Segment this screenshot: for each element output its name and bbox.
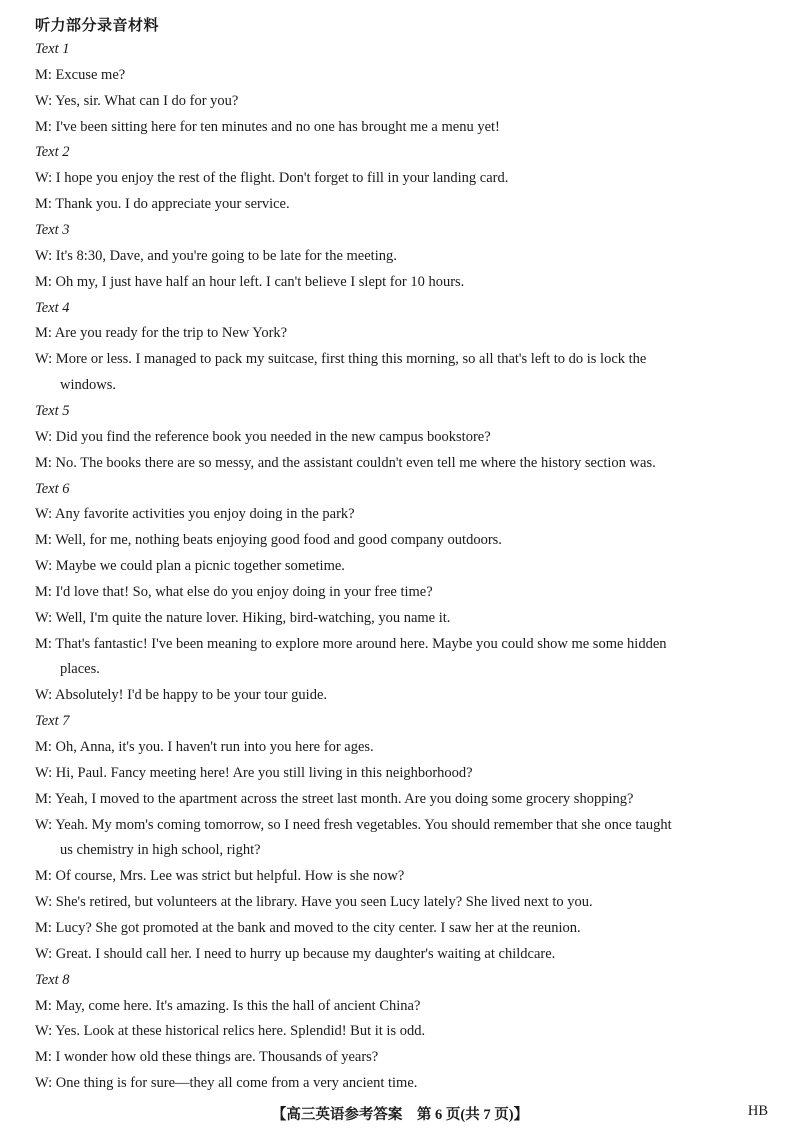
dialogue-line: M: I've been sitting here for ten minutes and no one has brought me a menu yet!: [35, 118, 500, 135]
dialogue-line: W: Absolutely! I'd be happy to be your tour guide.: [35, 687, 328, 704]
dialogue-line: W: Hi, Paul. Fancy meeting here! Are you still living in this neighborhood?: [35, 764, 473, 781]
dialogue-line: W: One thing is for sure—they all come from a very ancient time.: [35, 1075, 418, 1091]
dialogue-line: W: Well, I'm quite the nature lover. Hiking, bird-watching, you name it.: [35, 609, 451, 626]
dialogue-line: W: Yes. Look at these historical relics here. Splendid! But it is odd.: [35, 1023, 426, 1040]
dialogue-line: W: Maybe we could plan a picnic together sometime.: [35, 558, 345, 574]
dialogue-line: M: That's fantastic! I've been meaning to explore more around here. Maybe you could show me some hidden: [35, 635, 667, 652]
dialogue-line: M: No. The books there are so messy, and the assistant couldn't even tell me where the history section was.: [35, 454, 656, 471]
dialogue-line: M: I wonder how old these things are. Thousands of years?: [35, 1049, 379, 1066]
text-heading: Text 8: [35, 971, 70, 988]
dialogue-line: W: Yeah. My mom's coming tomorrow, so I need fresh vegetables. You should remember that she once taught: [35, 816, 672, 833]
dialogue-line: W: Yes, sir. What can I do for you?: [35, 92, 239, 109]
page-title: 听力部分录音材料: [35, 18, 160, 34]
dialogue-line: W: She's retired, but volunteers at the library. Have you seen Lucy lately? She lived next to you.: [35, 894, 593, 911]
footer-code: HB: [747, 1103, 768, 1119]
dialogue-line: W: More or less. I managed to pack my suitcase, first thing this morning, so all that's left to do is lock the: [35, 351, 647, 368]
dialogue-line: W: I hope you enjoy the rest of the flight. Don't forget to fill in your landing card.: [35, 170, 509, 187]
dialogue-line: M: I'd love that! So, what else do you enjoy doing in your free time?: [35, 583, 433, 600]
text-heading: Text 1: [35, 41, 70, 57]
dialogue-line: M: Oh, Anna, it's you. I haven't run into you here for ages.: [35, 739, 374, 755]
dialogue-line: M: May, come here. It's amazing. Is this the hall of ancient China?: [35, 997, 421, 1014]
dialogue-line: M: Of course, Mrs. Lee was strict but helpful. How is she now?: [35, 868, 405, 885]
dialogue-line: M: Excuse me?: [35, 66, 126, 83]
dialogue-line-continuation: places.: [60, 661, 100, 678]
dialogue-line: M: Yeah, I moved to the apartment across the street last month. Are you doing some grocery shopping?: [35, 790, 634, 807]
dialogue-line: W: Did you find the reference book you needed in the new campus bookstore?: [35, 428, 491, 445]
dialogue-line: W: Great. I should call her. I need to hurry up because my daughter's waiting at childcare.: [35, 945, 556, 962]
dialogue-line: M: Well, for me, nothing beats enjoying good food and good company outdoors.: [35, 532, 502, 549]
dialogue-line: W: It's 8:30, Dave, and you're going to be late for the meeting.: [35, 247, 397, 264]
text-heading: Text 2: [35, 144, 70, 161]
text-heading: Text 6: [35, 480, 70, 497]
text-heading: Text 5: [35, 402, 70, 419]
text-heading: Text 7: [35, 713, 70, 730]
dialogue-line: M: Lucy? She got promoted at the bank and moved to the city center. I saw her at the reunion.: [35, 919, 581, 936]
dialogue-line-continuation: us chemistry in high school, right?: [60, 842, 261, 859]
footer-page-info: 【高三英语参考答案 第 6 页(共 7 页)】: [271, 1107, 529, 1123]
dialogue-line: M: Thank you. I do appreciate your service.: [35, 196, 290, 213]
text-heading: Text 3: [35, 222, 70, 238]
text-heading: Text 4: [35, 299, 70, 316]
dialogue-line: M: Are you ready for the trip to New York?: [35, 325, 288, 342]
dialogue-line: M: Oh my, I just have half an hour left. I can't believe I slept for 10 hours.: [35, 273, 465, 290]
dialogue-line-continuation: windows.: [60, 377, 116, 394]
dialogue-line: W: Any favorite activities you enjoy doing in the park?: [35, 506, 355, 523]
